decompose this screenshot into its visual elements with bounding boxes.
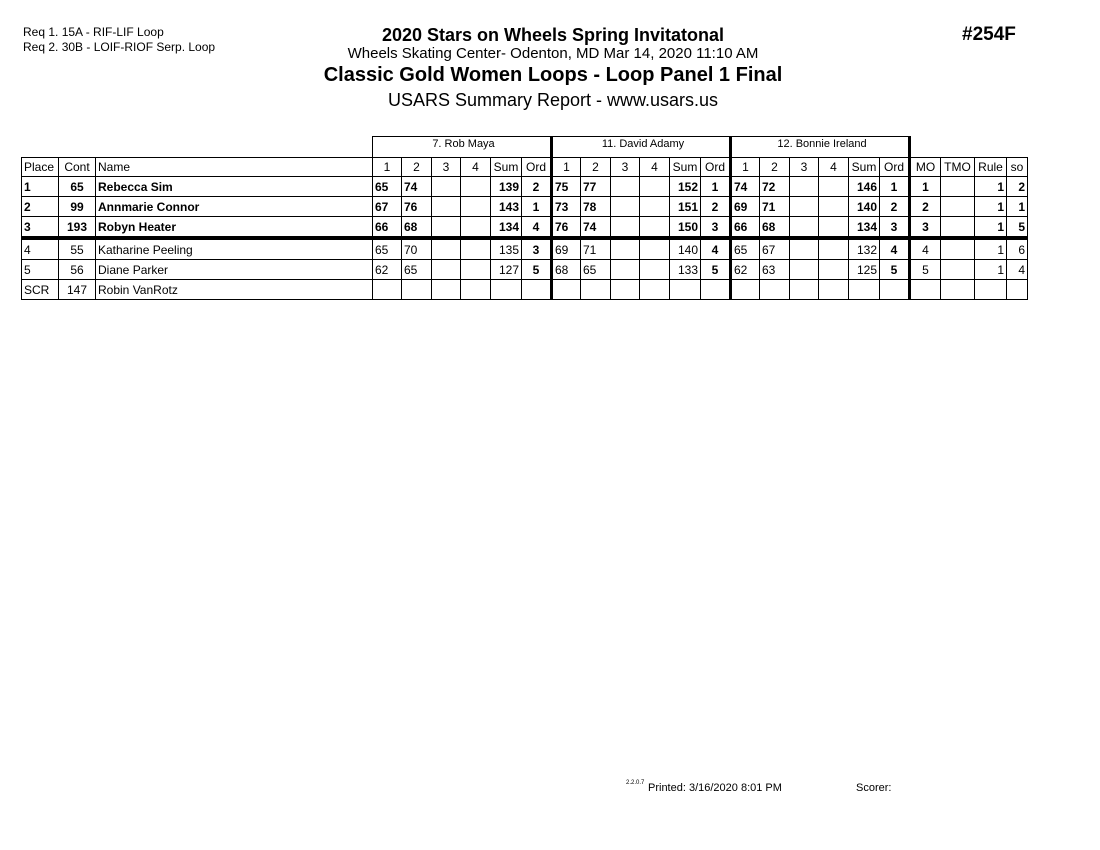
mo-cell: 4 xyxy=(910,238,941,260)
col-sum: Sum xyxy=(849,158,880,177)
contestant-number-cell: 55 xyxy=(59,238,96,260)
col-ord: Ord xyxy=(701,158,731,177)
ordinal-cell: 1 xyxy=(701,177,731,197)
contestant-number-cell: 65 xyxy=(59,177,96,197)
table-row xyxy=(22,177,1028,197)
ordinal-cell: 4 xyxy=(522,217,552,239)
table-row xyxy=(22,217,1028,239)
sum-cell: 140 xyxy=(849,197,880,217)
col-so: so xyxy=(1007,158,1028,177)
venue-date: Wheels Skating Center- Odenton, MD Mar 14, 2020 11:10 AM xyxy=(347,45,759,62)
score-3-cell xyxy=(432,177,461,197)
score-3-cell xyxy=(432,238,461,260)
score-2-cell: 68 xyxy=(760,217,790,239)
event-number: #254F xyxy=(962,24,1016,45)
score-4-cell xyxy=(819,177,849,197)
ordinal-cell: 1 xyxy=(880,177,910,197)
score-2-cell xyxy=(402,280,432,300)
score-1-cell xyxy=(731,280,760,300)
skater-name-cell: Robin VanRotz xyxy=(96,280,373,300)
score-4-cell xyxy=(819,217,849,239)
rule-cell: 1 xyxy=(975,217,1007,239)
col-tmo: TMO xyxy=(941,158,975,177)
score-4-cell xyxy=(640,280,670,300)
col-score-3: 3 xyxy=(432,158,461,177)
col-sum: Sum xyxy=(670,158,701,177)
score-3-cell xyxy=(790,260,819,280)
rule-cell: 1 xyxy=(975,260,1007,280)
col-score-2: 2 xyxy=(760,158,790,177)
col-score-2: 2 xyxy=(402,158,432,177)
sum-cell: 143 xyxy=(491,197,522,217)
ordinal-cell: 5 xyxy=(522,260,552,280)
sum-cell: 135 xyxy=(491,238,522,260)
judge-header-3: 12. Bonnie Ireland xyxy=(731,137,910,158)
score-3-cell xyxy=(432,280,461,300)
score-1-cell: 75 xyxy=(552,177,581,197)
place-cell: 4 xyxy=(22,238,59,260)
ordinal-cell: 4 xyxy=(880,238,910,260)
tmo-cell xyxy=(941,217,975,239)
score-4-cell xyxy=(461,260,491,280)
mo-cell: 3 xyxy=(910,217,941,239)
ordinal-cell: 3 xyxy=(701,217,731,239)
results-table xyxy=(21,136,1028,300)
report-title: USARS Summary Report - www.usars.us xyxy=(387,90,719,110)
ordinal-cell: 4 xyxy=(701,238,731,260)
contestant-number-cell: 56 xyxy=(59,260,96,280)
sum-cell: 125 xyxy=(849,260,880,280)
col-score-1: 1 xyxy=(373,158,402,177)
tmo-cell xyxy=(941,280,975,300)
col-score-2: 2 xyxy=(581,158,611,177)
score-4-cell xyxy=(461,280,491,300)
tmo-cell xyxy=(941,238,975,260)
contestant-number-cell: 193 xyxy=(59,217,96,239)
ordinal-cell: 2 xyxy=(880,197,910,217)
col-rule: Rule xyxy=(975,158,1007,177)
ordinal-cell: 5 xyxy=(701,260,731,280)
score-1-cell: 73 xyxy=(552,197,581,217)
score-1-cell: 65 xyxy=(373,238,402,260)
version-code: 2.2.0.7 xyxy=(626,780,645,786)
score-2-cell: 76 xyxy=(402,197,432,217)
score-1-cell: 62 xyxy=(731,260,760,280)
score-3-cell xyxy=(611,217,640,239)
col-cont: Cont xyxy=(59,158,96,177)
so-cell: 5 xyxy=(1007,217,1028,239)
col-score-1: 1 xyxy=(552,158,581,177)
col-ord: Ord xyxy=(522,158,552,177)
score-1-cell: 65 xyxy=(731,238,760,260)
mo-cell: 1 xyxy=(910,177,941,197)
table-row xyxy=(22,197,1028,217)
ordinal-cell xyxy=(522,280,552,300)
score-2-cell: 71 xyxy=(581,238,611,260)
score-3-cell xyxy=(611,177,640,197)
skater-name-cell: Annmarie Connor xyxy=(96,197,373,217)
score-4-cell xyxy=(640,238,670,260)
report-header xyxy=(300,25,806,111)
score-1-cell: 66 xyxy=(731,217,760,239)
ordinal-cell: 2 xyxy=(701,197,731,217)
place-cell: 3 xyxy=(22,217,59,239)
event-title: Classic Gold Women Loops - Loop Panel 1 Final xyxy=(323,64,783,86)
score-2-cell: 74 xyxy=(581,217,611,239)
ordinal-cell: 3 xyxy=(880,217,910,239)
score-1-cell: 62 xyxy=(373,260,402,280)
ordinal-cell xyxy=(701,280,731,300)
sum-cell: 140 xyxy=(670,238,701,260)
col-sum: Sum xyxy=(491,158,522,177)
sum-cell xyxy=(849,280,880,300)
sum-cell: 132 xyxy=(849,238,880,260)
sum-cell xyxy=(670,280,701,300)
mo-cell: 5 xyxy=(910,260,941,280)
sum-cell: 150 xyxy=(670,217,701,239)
tmo-cell xyxy=(941,197,975,217)
rule-cell: 1 xyxy=(975,197,1007,217)
score-4-cell xyxy=(819,260,849,280)
score-4-cell xyxy=(819,238,849,260)
score-4-cell xyxy=(640,177,670,197)
score-1-cell: 67 xyxy=(373,197,402,217)
table-row xyxy=(22,238,1028,260)
score-4-cell xyxy=(640,217,670,239)
skater-name-cell: Rebecca Sim xyxy=(96,177,373,197)
score-2-cell: 74 xyxy=(402,177,432,197)
tmo-cell xyxy=(941,260,975,280)
place-cell: 2 xyxy=(22,197,59,217)
score-3-cell xyxy=(432,197,461,217)
score-3-cell xyxy=(790,197,819,217)
so-cell: 1 xyxy=(1007,197,1028,217)
so-cell xyxy=(1007,280,1028,300)
col-score-3: 3 xyxy=(790,158,819,177)
score-4-cell xyxy=(640,260,670,280)
so-cell: 4 xyxy=(1007,260,1028,280)
score-1-cell: 69 xyxy=(731,197,760,217)
so-cell: 6 xyxy=(1007,238,1028,260)
score-4-cell xyxy=(819,280,849,300)
place-cell: 1 xyxy=(22,177,59,197)
score-1-cell: 65 xyxy=(373,177,402,197)
rule-cell xyxy=(975,280,1007,300)
requirement-2: Req 2. 30B - LOIF-RIOF Serp. Loop xyxy=(23,40,216,54)
score-3-cell xyxy=(432,217,461,239)
score-2-cell: 70 xyxy=(402,238,432,260)
so-cell: 2 xyxy=(1007,177,1028,197)
col-score-4: 4 xyxy=(640,158,670,177)
score-1-cell: 66 xyxy=(373,217,402,239)
sum-cell: 133 xyxy=(670,260,701,280)
score-3-cell xyxy=(432,260,461,280)
ordinal-cell: 1 xyxy=(522,197,552,217)
score-3-cell xyxy=(611,238,640,260)
col-place: Place xyxy=(22,158,59,177)
ordinal-cell: 2 xyxy=(522,177,552,197)
skater-name-cell: Katharine Peeling xyxy=(96,238,373,260)
score-4-cell xyxy=(461,217,491,239)
score-4-cell xyxy=(461,197,491,217)
printed-date: Printed: 3/16/2020 8:01 PM xyxy=(648,782,782,794)
mo-cell: 2 xyxy=(910,197,941,217)
score-2-cell: 78 xyxy=(581,197,611,217)
score-2-cell: 72 xyxy=(760,177,790,197)
sum-cell: 134 xyxy=(849,217,880,239)
table-row xyxy=(22,260,1028,280)
mo-cell xyxy=(910,280,941,300)
score-1-cell: 74 xyxy=(731,177,760,197)
score-4-cell xyxy=(640,197,670,217)
place-cell: 5 xyxy=(22,260,59,280)
col-score-3: 3 xyxy=(611,158,640,177)
score-2-cell: 68 xyxy=(402,217,432,239)
score-2-cell: 65 xyxy=(581,260,611,280)
score-2-cell xyxy=(760,280,790,300)
ordinal-cell: 3 xyxy=(522,238,552,260)
col-score-1: 1 xyxy=(731,158,760,177)
score-1-cell: 68 xyxy=(552,260,581,280)
sum-cell: 151 xyxy=(670,197,701,217)
col-mo: MO xyxy=(910,158,941,177)
table-row xyxy=(22,280,1028,300)
col-score-4: 4 xyxy=(819,158,849,177)
ordinal-cell xyxy=(880,280,910,300)
score-4-cell xyxy=(819,197,849,217)
column-header-row xyxy=(22,158,1028,177)
score-3-cell xyxy=(790,280,819,300)
score-4-cell xyxy=(461,177,491,197)
score-2-cell: 65 xyxy=(402,260,432,280)
sum-cell: 152 xyxy=(670,177,701,197)
score-3-cell xyxy=(611,280,640,300)
score-2-cell: 67 xyxy=(760,238,790,260)
ordinal-cell: 5 xyxy=(880,260,910,280)
requirement-1: Req 1. 15A - RIF-LIF Loop xyxy=(23,25,164,39)
contestant-number-cell: 99 xyxy=(59,197,96,217)
competition-title: 2020 Stars on Wheels Spring Invitatonal xyxy=(381,25,725,45)
skater-name-cell: Robyn Heater xyxy=(96,217,373,239)
score-3-cell xyxy=(611,260,640,280)
contestant-number-cell: 147 xyxy=(59,280,96,300)
col-score-4: 4 xyxy=(461,158,491,177)
col-ord: Ord xyxy=(880,158,910,177)
tmo-cell xyxy=(941,177,975,197)
score-1-cell: 69 xyxy=(552,238,581,260)
sum-cell: 127 xyxy=(491,260,522,280)
sum-cell: 134 xyxy=(491,217,522,239)
score-1-cell: 76 xyxy=(552,217,581,239)
score-3-cell xyxy=(790,238,819,260)
requirements-list xyxy=(23,25,215,55)
rule-cell: 1 xyxy=(975,177,1007,197)
score-3-cell xyxy=(611,197,640,217)
col-name: Name xyxy=(96,158,373,177)
score-3-cell xyxy=(790,177,819,197)
score-2-cell xyxy=(581,280,611,300)
score-4-cell xyxy=(461,238,491,260)
skater-name-cell: Diane Parker xyxy=(96,260,373,280)
sum-cell: 146 xyxy=(849,177,880,197)
place-cell: SCR xyxy=(22,280,59,300)
sum-cell: 139 xyxy=(491,177,522,197)
sum-cell xyxy=(491,280,522,300)
score-1-cell xyxy=(552,280,581,300)
judge-header-2: 11. David Adamy xyxy=(552,137,731,158)
score-2-cell: 71 xyxy=(760,197,790,217)
score-1-cell xyxy=(373,280,402,300)
scorer-label: Scorer: xyxy=(856,782,892,794)
rule-cell: 1 xyxy=(975,238,1007,260)
score-2-cell: 77 xyxy=(581,177,611,197)
score-3-cell xyxy=(790,217,819,239)
judge-header-1: 7. Rob Maya xyxy=(373,137,552,158)
score-2-cell: 63 xyxy=(760,260,790,280)
